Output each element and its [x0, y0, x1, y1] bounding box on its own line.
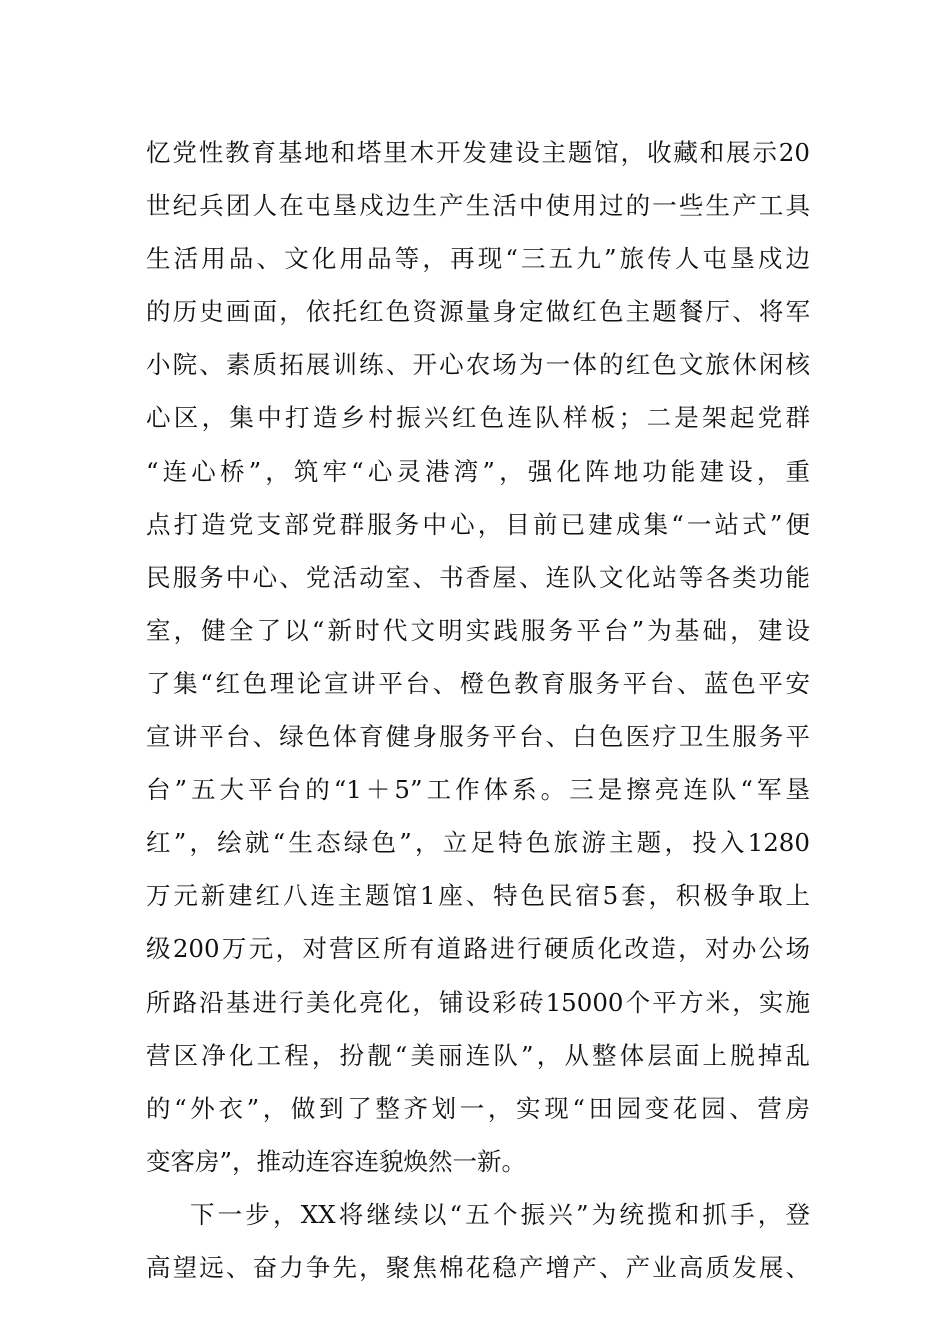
text-line: 点打造党支部党群服务中心，目前已建成集“一站式”便: [146, 509, 810, 539]
text-line: “连心桥”，筑牢“心灵港湾”，强化阵地功能建设，重: [146, 456, 810, 486]
text-line: 民服务中心、党活动室、书香屋、连队文化站等各类功能: [146, 562, 810, 592]
text-line: 红”，绘就“生态绿色”，立足特色旅游主题，投入1280: [146, 828, 810, 858]
text-line: 忆党性教育基地和塔里木开发建设主题馆，收藏和展示20: [146, 138, 810, 167]
document-body: [146, 126, 810, 1294]
text-line: 的历史画面，依托红色资源量身定做红色主题餐厅、将军: [146, 297, 810, 327]
text-line: 级200万元，对营区所有道路进行硬质化改造，对办公场: [146, 934, 810, 964]
text-line: 所路沿基进行美化亮化，铺设彩砖15000个平方米，实施: [146, 987, 810, 1017]
text-line: 营区净化工程，扮靓“美丽连队”，从整体层面上脱掉乱: [146, 1040, 810, 1070]
text-line: 下一步，XX将继续以“五个振兴”为统揽和抓手，登: [190, 1199, 810, 1229]
paragraph-1: [146, 126, 810, 1188]
text-line: 世纪兵团人在屯垦戍边生产生活中使用过的一些生产工具: [146, 191, 810, 221]
text-line: 生活用品、文化用品等，再现“三五九”旅传人屯垦戍边: [146, 244, 810, 274]
text-line: 了集“红色理论宣讲平台、橙色教育服务平台、蓝色平安: [146, 668, 810, 698]
paragraph-2: [146, 1188, 810, 1294]
text-line: 万元新建红八连主题馆1座、特色民宿5套，积极争取上: [146, 881, 810, 911]
text-line: 心区，集中打造乡村振兴红色连队样板；二是架起党群: [146, 403, 810, 433]
text-line: 的“外衣”，做到了整齐划一，实现“田园变花园、营房: [146, 1093, 810, 1123]
text-line: 宣讲平台、绿色体育健身服务平台、白色医疗卫生服务平: [146, 722, 810, 752]
text-line: 台”五大平台的“1＋5”工作体系。三是擦亮连队“军垦: [146, 775, 810, 805]
text-line: 室，健全了以“新时代文明实践服务平台”为基础，建设: [146, 615, 810, 645]
text-line: 高望远、奋力争先，聚焦棉花稳产增产、产业高质发展、: [146, 1252, 810, 1282]
text-line: 小院、素质拓展训练、开心农场为一体的红色文旅休闲核: [146, 350, 810, 380]
text-line: 变客房”，推动连容连貌焕然一新。: [146, 1146, 527, 1176]
